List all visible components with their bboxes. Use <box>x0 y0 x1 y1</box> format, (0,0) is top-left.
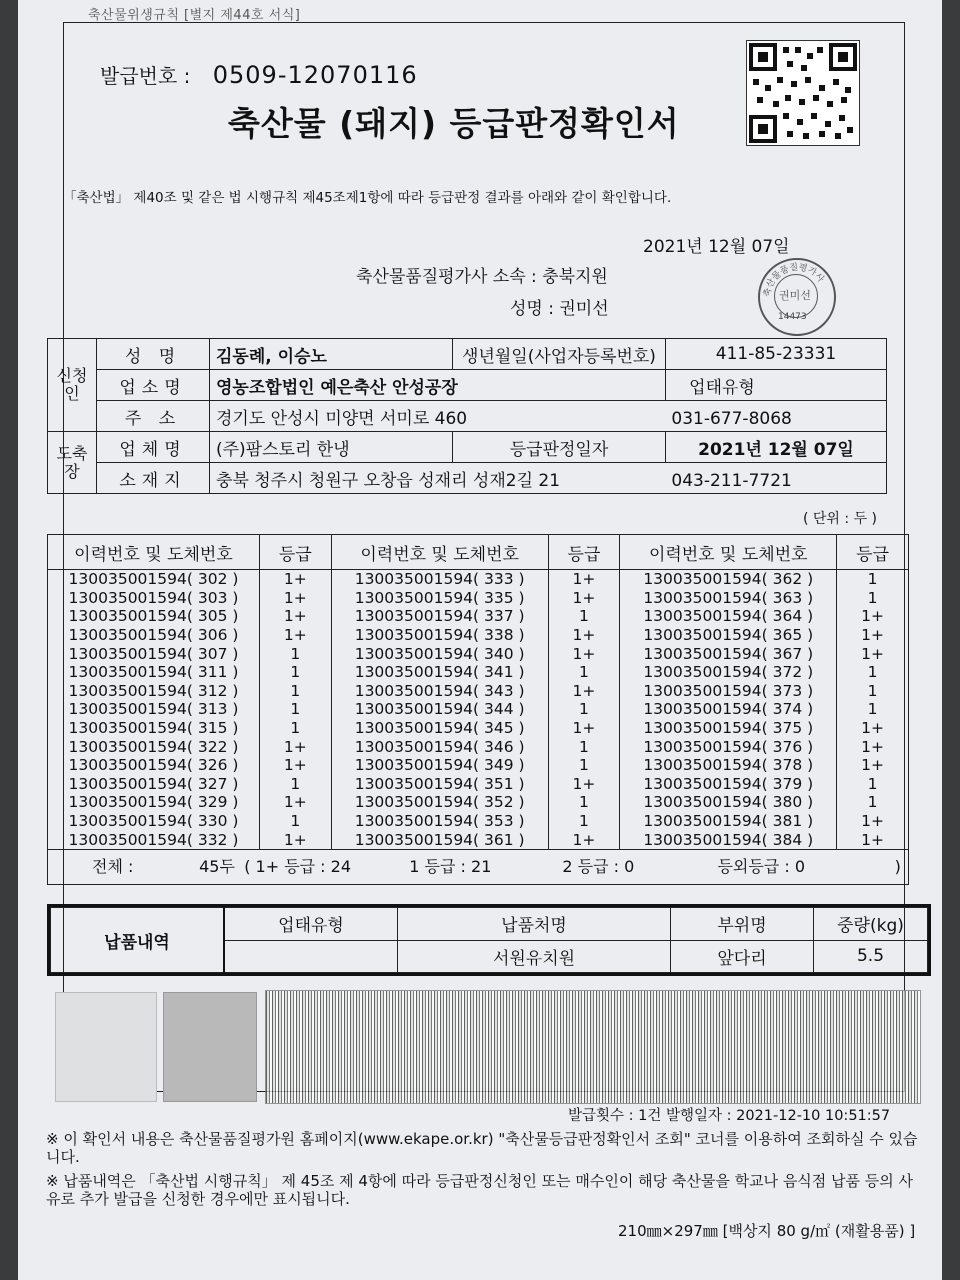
tracking-id-cell: 130035001594( 365 ) <box>620 626 837 645</box>
tracking-id-cell: 130035001594( 338 ) <box>331 626 548 645</box>
company-label: 업체명 <box>97 432 210 463</box>
grade-cell: 1+ <box>548 626 620 645</box>
applicant-address: 경기도 안성시 미양면 서미로 460 <box>216 408 468 429</box>
grade-cell: 1+ <box>259 756 331 775</box>
document-page <box>18 0 942 1280</box>
grade-cell: 1+ <box>837 644 909 663</box>
unit-label: ( 단위 : 두 ) <box>803 511 878 527</box>
tracking-id-cell: 130035001594( 332 ) <box>48 830 260 849</box>
issue-number-label: 발급번호 : <box>100 64 191 88</box>
grade-cell: 1+ <box>837 607 909 626</box>
tracking-id-cell: 130035001594( 373 ) <box>620 682 837 701</box>
page-title: 축산물 (돼지) 등급판정확인서 <box>228 104 680 143</box>
delivery-type <box>224 940 398 973</box>
table-row <box>48 756 909 775</box>
tracking-id-cell: 130035001594( 343 ) <box>331 682 548 701</box>
evaluator-affiliation: 축산물품질평가사 소속 : 충북지원 <box>356 267 608 287</box>
grade-cell: 1 <box>259 663 331 682</box>
table-row <box>48 607 909 626</box>
form-label: 축산물위생규칙 [별지 제44호 서식] <box>88 8 301 23</box>
grade-cell: 1+ <box>837 719 909 738</box>
tracking-id-cell: 130035001594( 329 ) <box>48 793 260 812</box>
grade-cell: 1+ <box>548 719 620 738</box>
delivery-col-part: 부위명 <box>671 908 814 941</box>
grade-cell: 1+ <box>259 607 331 626</box>
address-cell <box>210 401 887 432</box>
tracking-id-cell: 130035001594( 337 ) <box>331 607 548 626</box>
tracking-id-cell: 130035001594( 381 ) <box>620 812 837 831</box>
tracking-id-cell: 130035001594( 315 ) <box>48 719 260 738</box>
issue-info: 발급횟수 : 1건 발행일자 : 2021-12-10 10:51:57 <box>568 1108 891 1124</box>
grade-cell: 1 <box>837 570 909 589</box>
seal-number: 14473 <box>778 312 807 322</box>
tracking-id-cell: 130035001594( 326 ) <box>48 756 260 775</box>
birth-label: 생년월일(사업자등록번호) <box>453 339 666 370</box>
applicant-phone: 031-677-8068 <box>671 408 792 429</box>
issue-number-row <box>100 60 418 89</box>
grade-cell: 1+ <box>837 626 909 645</box>
delivery-col-destination: 납품처명 <box>398 908 671 941</box>
tracking-id-cell: 130035001594( 376 ) <box>620 737 837 756</box>
grade-cell: 1 <box>837 663 909 682</box>
slaughterhouse-location: 충북 청주시 청원구 오창읍 성재리 성재2길 21 <box>216 470 561 491</box>
location-label: 소재지 <box>97 463 210 494</box>
table-row <box>48 737 909 756</box>
grade-cell: 1+ <box>548 775 620 794</box>
table-row <box>48 700 909 719</box>
grade-cell: 1 <box>548 793 620 812</box>
applicant-info-table <box>47 338 887 494</box>
grade-cell: 1 <box>548 607 620 626</box>
tracking-id-cell: 130035001594( 340 ) <box>331 644 548 663</box>
grade-cell: 1 <box>837 700 909 719</box>
col-grade-3: 등급 <box>837 535 909 570</box>
delivery-destination: 서원유치원 <box>398 940 671 973</box>
summary-grade-2: 2 등급 : 0 <box>562 856 635 876</box>
tracking-id-cell: 130035001594( 307 ) <box>48 644 260 663</box>
delivery-col-weight: 중량(kg) <box>814 908 928 941</box>
note-2: ※ 납품내역은 「축산법 시행규칙」 제 45조 제 4항에 따라 등급판정신청인 또는 매수인이 해당 축산물을 학교나 음식점 납품 등의 사유로 추가 발급을 신청한 경우에만 표시됩니다. <box>46 1172 914 1208</box>
col-id-1: 이력번호 및 도체번호 <box>48 535 260 570</box>
tracking-id-cell: 130035001594( 363 ) <box>620 589 837 608</box>
grade-cell: 1 <box>548 737 620 756</box>
grade-cell: 1 <box>259 644 331 663</box>
business-type-cell <box>666 370 887 401</box>
grade-cell: 1+ <box>259 589 331 608</box>
issue-number: 0509-12070116 <box>212 61 418 89</box>
grade-cell: 1 <box>259 719 331 738</box>
grade-cell: 1+ <box>548 570 620 589</box>
table-row <box>48 719 909 738</box>
paper-spec-footer: 210㎜×297㎜ [백상지 80 g/㎡ (재활용품) ] <box>618 1222 916 1240</box>
slaughterhouse-section-label: 도축장 <box>48 432 97 494</box>
col-id-2: 이력번호 및 도체번호 <box>331 535 548 570</box>
summary-cell <box>48 849 909 884</box>
tracking-id-cell: 130035001594( 379 ) <box>620 775 837 794</box>
tracking-id-cell: 130035001594( 351 ) <box>331 775 548 794</box>
grade-cell: 1 <box>259 775 331 794</box>
grade-cell: 1+ <box>837 812 909 831</box>
table-row <box>48 644 909 663</box>
intro-text: 「축산법」 제40조 및 같은 법 시행규칙 제45조제1항에 따라 등급판정 결과를 아래와 같이 확인합니다. <box>63 190 672 206</box>
grade-cell: 1 <box>259 700 331 719</box>
grade-cell: 1+ <box>548 644 620 663</box>
col-grade-1: 등급 <box>259 535 331 570</box>
location-cell <box>210 463 887 494</box>
summary-close: ) <box>894 856 901 876</box>
grade-cell: 1+ <box>837 830 909 849</box>
tracking-id-cell: 130035001594( 372 ) <box>620 663 837 682</box>
tracking-id-cell: 130035001594( 367 ) <box>620 644 837 663</box>
delivery-table <box>50 907 928 973</box>
table-row <box>48 663 909 682</box>
tracking-id-cell: 130035001594( 380 ) <box>620 793 837 812</box>
slaughterhouse-phone: 043-211-7721 <box>671 470 792 491</box>
tracking-id-cell: 130035001594( 311 ) <box>48 663 260 682</box>
business-label: 업소명 <box>97 370 210 401</box>
applicant-birth: 411-85-23331 <box>666 339 887 370</box>
tracking-id-cell: 130035001594( 306 ) <box>48 626 260 645</box>
grade-cell: 1+ <box>548 830 620 849</box>
tracking-header-row <box>48 535 909 570</box>
tracking-id-cell: 130035001594( 362 ) <box>620 570 837 589</box>
grade-cell: 1 <box>259 682 331 701</box>
tracking-id-cell: 130035001594( 327 ) <box>48 775 260 794</box>
delivery-section <box>47 904 931 976</box>
tracking-id-cell: 130035001594( 305 ) <box>48 607 260 626</box>
tracking-id-cell: 130035001594( 312 ) <box>48 682 260 701</box>
stamp-image-2 <box>163 992 257 1102</box>
tracking-summary-row <box>48 849 909 884</box>
tracking-table <box>47 534 909 885</box>
grade-cell: 1 <box>837 682 909 701</box>
grade-cell: 1+ <box>259 830 331 849</box>
evaluator-name: 성명 : 권미선 <box>510 299 609 319</box>
grading-date-label: 등급판정일자 <box>453 432 666 463</box>
svg-text:축산물품질평가사: 축산물품질평가사 <box>762 262 826 298</box>
tracking-id-cell: 130035001594( 364 ) <box>620 607 837 626</box>
table-row <box>48 793 909 812</box>
col-id-3: 이력번호 및 도체번호 <box>620 535 837 570</box>
evaluator-seal <box>758 258 836 336</box>
tracking-rows <box>48 570 909 850</box>
tracking-id-cell: 130035001594( 341 ) <box>331 663 548 682</box>
stamp-image-1 <box>55 992 157 1102</box>
grade-cell: 1+ <box>259 793 331 812</box>
tracking-id-cell: 130035001594( 345 ) <box>331 719 548 738</box>
summary-grade-out: 등외등급 : 0 <box>717 856 806 876</box>
table-row <box>48 775 909 794</box>
grade-cell: 1+ <box>548 589 620 608</box>
note-1: ※ 이 확인서 내용은 축산물품질평가원 홈페이지(www.ekape.or.kr) "축산물등급판정확인서 조회" 코너를 이용하여 조회하실 수 있습니다. <box>46 1130 918 1166</box>
grade-cell: 1+ <box>259 570 331 589</box>
table-row <box>48 812 909 831</box>
table-row <box>48 570 909 589</box>
summary-total-label: 전체 : <box>92 856 134 876</box>
tracking-id-cell: 130035001594( 349 ) <box>331 756 548 775</box>
business-name: 영농조합법인 예은축산 안성공장 <box>210 370 666 401</box>
tracking-id-cell: 130035001594( 333 ) <box>331 570 548 589</box>
grade-cell: 1+ <box>259 626 331 645</box>
grade-cell: 1+ <box>548 682 620 701</box>
grade-cell: 1 <box>548 756 620 775</box>
tracking-id-cell: 130035001594( 313 ) <box>48 700 260 719</box>
table-row <box>48 830 909 849</box>
grading-date: 2021년 12월 07일 <box>666 432 887 463</box>
table-row <box>48 682 909 701</box>
tracking-id-cell: 130035001594( 374 ) <box>620 700 837 719</box>
tracking-id-cell: 130035001594( 335 ) <box>331 589 548 608</box>
tracking-id-cell: 130035001594( 361 ) <box>331 830 548 849</box>
grade-cell: 1+ <box>837 737 909 756</box>
tracking-id-cell: 130035001594( 384 ) <box>620 830 837 849</box>
tracking-id-cell: 130035001594( 346 ) <box>331 737 548 756</box>
grade-cell: 1 <box>837 589 909 608</box>
grade-cell: 1 <box>837 775 909 794</box>
address-label: 주 소 <box>97 401 210 432</box>
col-grade-2: 등급 <box>548 535 620 570</box>
name-label: 성 명 <box>97 339 210 370</box>
delivery-part: 앞다리 <box>671 940 814 973</box>
summary-grade-1: 1 등급 : 21 <box>409 856 492 876</box>
2d-barcode-icon <box>265 990 921 1104</box>
grade-cell: 1 <box>548 663 620 682</box>
tracking-id-cell: 130035001594( 375 ) <box>620 719 837 738</box>
delivery-col-type: 업태유형 <box>224 908 398 941</box>
grade-cell: 1 <box>548 700 620 719</box>
notes <box>46 1130 926 1214</box>
qr-code-icon <box>746 40 860 146</box>
table-row <box>48 626 909 645</box>
summary-total: 45두 <box>199 856 235 876</box>
seal-name: 권미선 <box>779 289 811 302</box>
grade-cell: 1 <box>548 812 620 831</box>
delivery-weight: 5.5 <box>814 940 928 973</box>
delivery-label: 납품내역 <box>51 908 225 973</box>
barcode-band <box>47 984 927 1104</box>
table-row <box>48 589 909 608</box>
tracking-id-cell: 130035001594( 352 ) <box>331 793 548 812</box>
grade-cell: 1+ <box>259 737 331 756</box>
tracking-id-cell: 130035001594( 302 ) <box>48 570 260 589</box>
tracking-id-cell: 130035001594( 378 ) <box>620 756 837 775</box>
applicant-name: 김동례, 이승노 <box>210 339 453 370</box>
applicant-section-label: 신청인 <box>48 339 97 432</box>
tracking-id-cell: 130035001594( 303 ) <box>48 589 260 608</box>
grade-cell: 1 <box>837 793 909 812</box>
summary-grade-1plus: ( 1+ 등급 : 24 <box>244 856 352 876</box>
certification-date: 2021년 12월 07일 <box>643 237 790 257</box>
tracking-id-cell: 130035001594( 322 ) <box>48 737 260 756</box>
tracking-id-cell: 130035001594( 353 ) <box>331 812 548 831</box>
business-type-label: 업태유형 <box>689 377 755 398</box>
tracking-id-cell: 130035001594( 330 ) <box>48 812 260 831</box>
grade-cell: 1+ <box>837 756 909 775</box>
tracking-id-cell: 130035001594( 344 ) <box>331 700 548 719</box>
grade-cell: 1 <box>259 812 331 831</box>
company-name: (주)팜스토리 한냉 <box>210 432 453 463</box>
